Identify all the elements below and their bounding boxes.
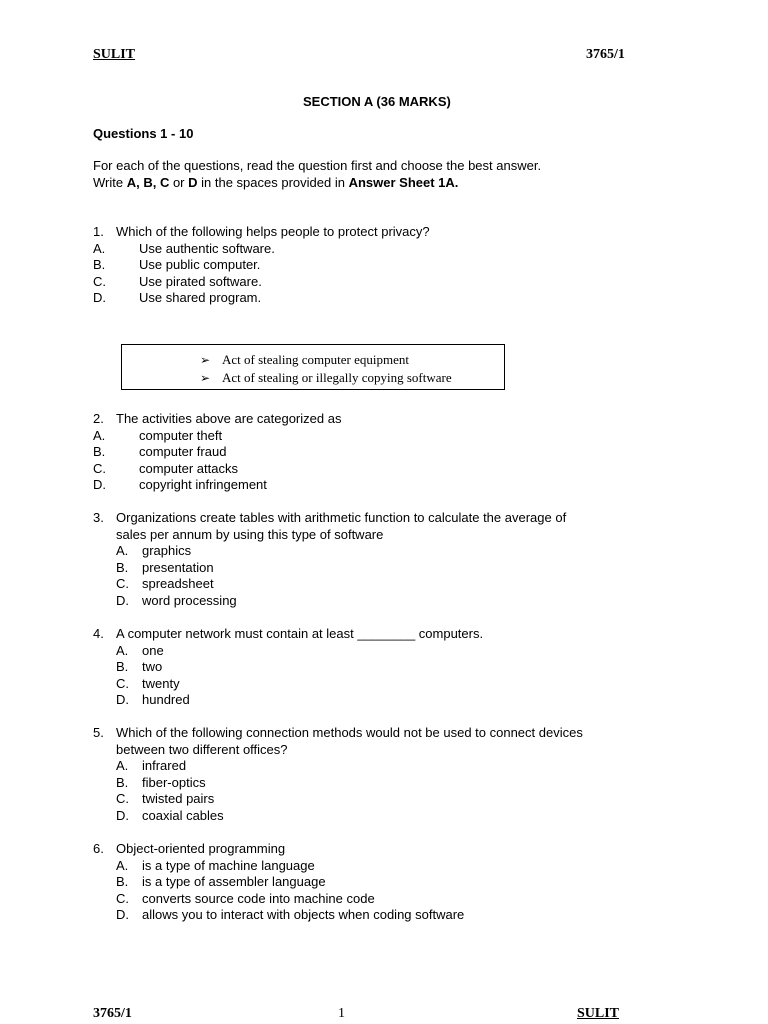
option-letter: B. bbox=[93, 444, 106, 459]
question-stem: Organizations create tables with arithmetic function to calculate the average of bbox=[116, 510, 567, 525]
option bbox=[93, 444, 341, 461]
instruction-text: Write bbox=[93, 174, 127, 190]
question-stem: Object-oriented programming bbox=[116, 841, 286, 856]
option-letter: B. bbox=[116, 874, 129, 889]
option bbox=[93, 758, 583, 775]
question-4 bbox=[93, 626, 483, 709]
question-number: 3. bbox=[93, 510, 104, 525]
option-text: two bbox=[142, 659, 163, 674]
option-text: copyright infringement bbox=[139, 477, 267, 492]
option bbox=[93, 290, 430, 307]
option bbox=[93, 643, 483, 660]
question-number: 5. bbox=[93, 725, 104, 740]
option-letter: D. bbox=[93, 290, 106, 305]
option-text: is a type of assembler language bbox=[142, 874, 326, 889]
option bbox=[93, 560, 566, 577]
option-letter: A. bbox=[116, 642, 129, 658]
option-letter: A. bbox=[93, 427, 106, 443]
option-letter: C. bbox=[116, 791, 129, 806]
option-letter: A. bbox=[116, 857, 129, 873]
option bbox=[93, 543, 566, 560]
option-text: computer fraud bbox=[139, 444, 227, 459]
option-text: Use shared program. bbox=[139, 290, 262, 305]
option bbox=[93, 808, 583, 825]
question-2 bbox=[93, 411, 341, 494]
option bbox=[93, 907, 464, 924]
option-text: allows you to interact with objects when coding software bbox=[142, 907, 465, 922]
option-text: computer theft bbox=[139, 427, 223, 443]
instruction-bold: A, B, C bbox=[126, 174, 170, 190]
option-letter: D. bbox=[116, 807, 129, 823]
option-letter: D. bbox=[116, 692, 129, 707]
instruction-text: in the spaces provided in bbox=[197, 174, 349, 190]
option bbox=[93, 791, 583, 808]
bullet-text: Act of stealing or illegally copying software bbox=[222, 370, 452, 385]
option-letter: C. bbox=[93, 273, 106, 289]
question-stem: Which of the following connection methods would not be used to connect devices bbox=[116, 725, 583, 740]
instruction-line-2 bbox=[93, 175, 541, 192]
option-text: converts source code into machine code bbox=[142, 890, 375, 906]
option-letter: B. bbox=[93, 257, 106, 272]
option-letter: A. bbox=[93, 240, 106, 256]
option-text: one bbox=[142, 642, 164, 658]
footer-paper-code: 3765/1 bbox=[93, 1006, 132, 1021]
footer-classification: SULIT bbox=[577, 1006, 620, 1021]
option-text: twisted pairs bbox=[142, 791, 215, 806]
option bbox=[93, 428, 341, 445]
question-stem-continued: sales per annum by using this type of software bbox=[116, 526, 384, 542]
question-5 bbox=[93, 725, 583, 824]
option bbox=[93, 257, 430, 274]
question-stem: A computer network must contain at least ________ computers. bbox=[116, 626, 484, 641]
instruction-line-1: For each of the questions, read the question first and choose the best answer. bbox=[93, 158, 542, 173]
instruction-text: or bbox=[169, 174, 189, 190]
activities-box bbox=[121, 344, 505, 390]
option-text: coaxial cables bbox=[142, 807, 224, 823]
instructions bbox=[93, 158, 541, 191]
page-number: 1 bbox=[338, 1006, 345, 1021]
option-letter: D. bbox=[116, 592, 129, 608]
option-text: fiber-optics bbox=[142, 774, 206, 790]
option-text: infrared bbox=[142, 758, 187, 773]
header-paper-code: 3765/1 bbox=[586, 47, 625, 62]
question-number: 2. bbox=[93, 411, 104, 426]
section-title: SECTION A (36 MARKS) bbox=[303, 94, 451, 109]
option-text: is a type of machine language bbox=[142, 857, 315, 873]
instruction-bold: D bbox=[188, 174, 198, 190]
bullet-text: Act of stealing computer equipment bbox=[222, 352, 410, 367]
bullet-item bbox=[200, 352, 409, 368]
question-stem-continued: between two different offices? bbox=[116, 741, 288, 757]
questions-range: Questions 1 - 10 bbox=[93, 126, 194, 141]
instruction-bold: Answer Sheet 1A. bbox=[348, 174, 459, 190]
option-letter: D. bbox=[93, 477, 106, 492]
header-classification: SULIT bbox=[93, 47, 136, 62]
question-number: 1. bbox=[93, 224, 104, 239]
question-stem: The activities above are categorized as bbox=[116, 411, 342, 426]
option-text: Use authentic software. bbox=[139, 240, 275, 256]
question-1 bbox=[93, 224, 430, 307]
option-letter: C. bbox=[116, 675, 129, 691]
option bbox=[93, 858, 464, 875]
option bbox=[93, 241, 430, 258]
option-letter: C. bbox=[93, 460, 106, 476]
question-stem: Which of the following helps people to protect privacy? bbox=[116, 224, 430, 239]
bullet-item bbox=[200, 370, 452, 386]
option-text: presentation bbox=[142, 559, 214, 575]
option-letter: B. bbox=[116, 774, 129, 790]
question-3 bbox=[93, 510, 566, 609]
question-number: 6. bbox=[93, 841, 104, 856]
option-letter: A. bbox=[116, 758, 129, 773]
option-text: spreadsheet bbox=[142, 576, 214, 591]
option-text: twenty bbox=[142, 675, 180, 691]
option-text: graphics bbox=[142, 543, 192, 558]
option-text: Use public computer. bbox=[139, 257, 261, 272]
arrow-bullet-icon: ➢ bbox=[200, 353, 211, 367]
option bbox=[93, 874, 464, 891]
arrow-bullet-icon: ➢ bbox=[200, 371, 211, 385]
option bbox=[93, 659, 483, 676]
question-number: 4. bbox=[93, 626, 104, 641]
option-text: hundred bbox=[142, 692, 190, 707]
option-text: computer attacks bbox=[139, 460, 238, 476]
option-letter: B. bbox=[116, 559, 129, 575]
option-letter: C. bbox=[116, 890, 129, 906]
option bbox=[93, 676, 483, 693]
option-letter: D. bbox=[116, 907, 129, 922]
option bbox=[93, 477, 341, 494]
option-letter: B. bbox=[116, 659, 129, 674]
option-text: word processing bbox=[142, 592, 237, 608]
option bbox=[93, 593, 566, 610]
option-text: Use pirated software. bbox=[139, 273, 262, 289]
question-6 bbox=[93, 841, 464, 924]
option bbox=[93, 891, 464, 908]
option bbox=[93, 274, 430, 291]
option-letter: C. bbox=[116, 576, 129, 591]
option bbox=[93, 692, 483, 709]
option bbox=[93, 775, 583, 792]
option-letter: A. bbox=[116, 543, 129, 558]
option bbox=[93, 461, 341, 478]
option bbox=[93, 576, 566, 593]
